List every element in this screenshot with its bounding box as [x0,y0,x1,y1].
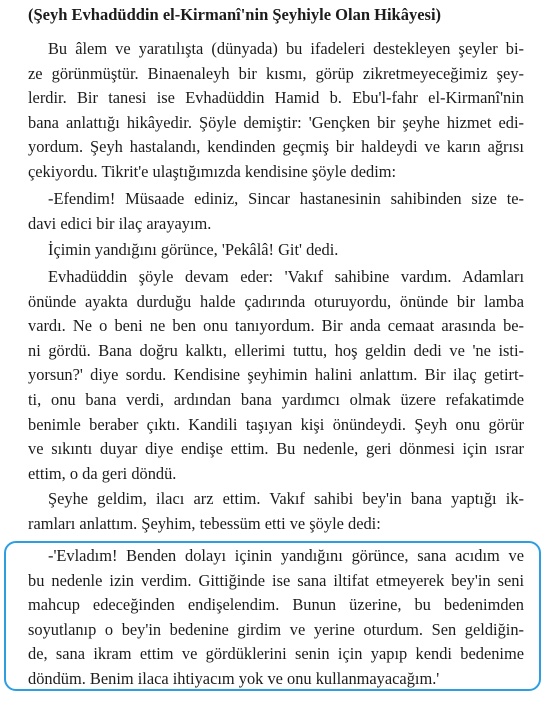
text-line: davi edici bir ilaç arayayım. [28,213,212,233]
text-line: Şeyhe geldim, ilacı arz ettim. Vakıf sahibi bey'in bana yaptığı ik- [48,489,524,508]
text-line: benimle beraber çıktı. Kandili taşıyan kişi önündeydi. Şeyh onu görür [28,414,524,434]
text-line: yordum. Şeyh hastalandı, kendinden geçmiş bir haldeydi ve karın ağrısı [28,137,524,157]
text-line: ni gördü. Bana doğru kalktı, ellerimi tuttu, hoş geldin dedi ve 'ne isti- [28,340,524,360]
text-line: ettim, o da geri döndü. [28,463,177,483]
text-line: önünde ayakta durduğu halde çadırında oturuyordu, önünde bir lamba [28,291,524,311]
text-line: ti, onu bana verdi, ardından bana yardımcı olmak üzere refakatimde [28,389,524,409]
text-line: ze görünmüştür. Binaenaleyh bir kısmı, görüp zikretmeyeceğimiz şey- [28,63,524,83]
paragraph-5 [28,487,524,536]
text-line: çekiyordu. Tikrit'e ulaştığımızda kendisine şöyle dedim: [28,161,397,181]
paragraph-2 [28,187,524,236]
text-line: Bu âlem ve yaratılışta (dünyada) bu ifadeleri destekleyen şeyler bi- [48,39,524,58]
paragraph-1 [28,37,524,185]
text-line: -Efendim! Müsaade ediniz, Sincar hastanesinin sahibinden size te- [48,189,524,208]
text-line: soyutlanıp o bey'in bedenine girdim ve yerine oturdum. Sen geldiğin- [28,619,524,639]
text-line: bu nedenle izin verdim. Gittiğinde ise sana iltifat etmeyerek bey'in seni [28,570,524,590]
text-line: lerdir. Bir tanesi ise Evhadüddin Hamid b. Ebu'l-fahr el-Kirmanî'nin [28,88,524,108]
highlighted-quote-paragraph [28,544,524,692]
text-line: de, sana ikram ettim ve gördüklerini senin için yapıp kendi bedenime [28,644,524,664]
text-line: İçimin yandığını görünce, 'Pekâlâ! Git' dedi. [48,240,339,259]
paragraph-4 [28,265,524,486]
text-line: ramları anlattım. Şeyhim, tebessüm etti ve şöyle dedi: [28,513,381,533]
text-line: vardı. Ne o beni ne ben onu tanıyordum. Bir anda cemaat arasında be- [28,316,524,336]
text-line: mahcup edeceğinden endişelendim. Bunun üzerine, bu bedenimden [28,595,524,615]
text-line: -'Evladım! Benden dolayı içinin yandığını görünce, sana acıdım ve [48,546,524,565]
section-title: (Şeyh Evhadüddin el-Kirmanî'nin Şeyhiyle Olan Hikâyesi) [28,5,442,24]
text-line: ve sıkıntı duyar diye endişe ettim. Bu nedenle, geri dönmesi için ısrar [28,439,524,459]
text-line: yorsun?' diye sordu. Kendisine şeyhimin halini anlattım. Bir ilaç getirt- [28,365,524,385]
paragraph-3 [28,238,524,263]
text-line: döndüm. Benim ilaca ihtiyacım yok ve onu kullanmayacağım.' [28,668,440,688]
text-line: Evhadüddin şöyle devam eder: 'Vakıf sahibine vardım. Adamları [48,267,524,286]
text-line: bana anlattığı hikâyedir. Şöyle demiştir: 'Gençken bir şeyhe hizmet edi- [28,112,524,132]
